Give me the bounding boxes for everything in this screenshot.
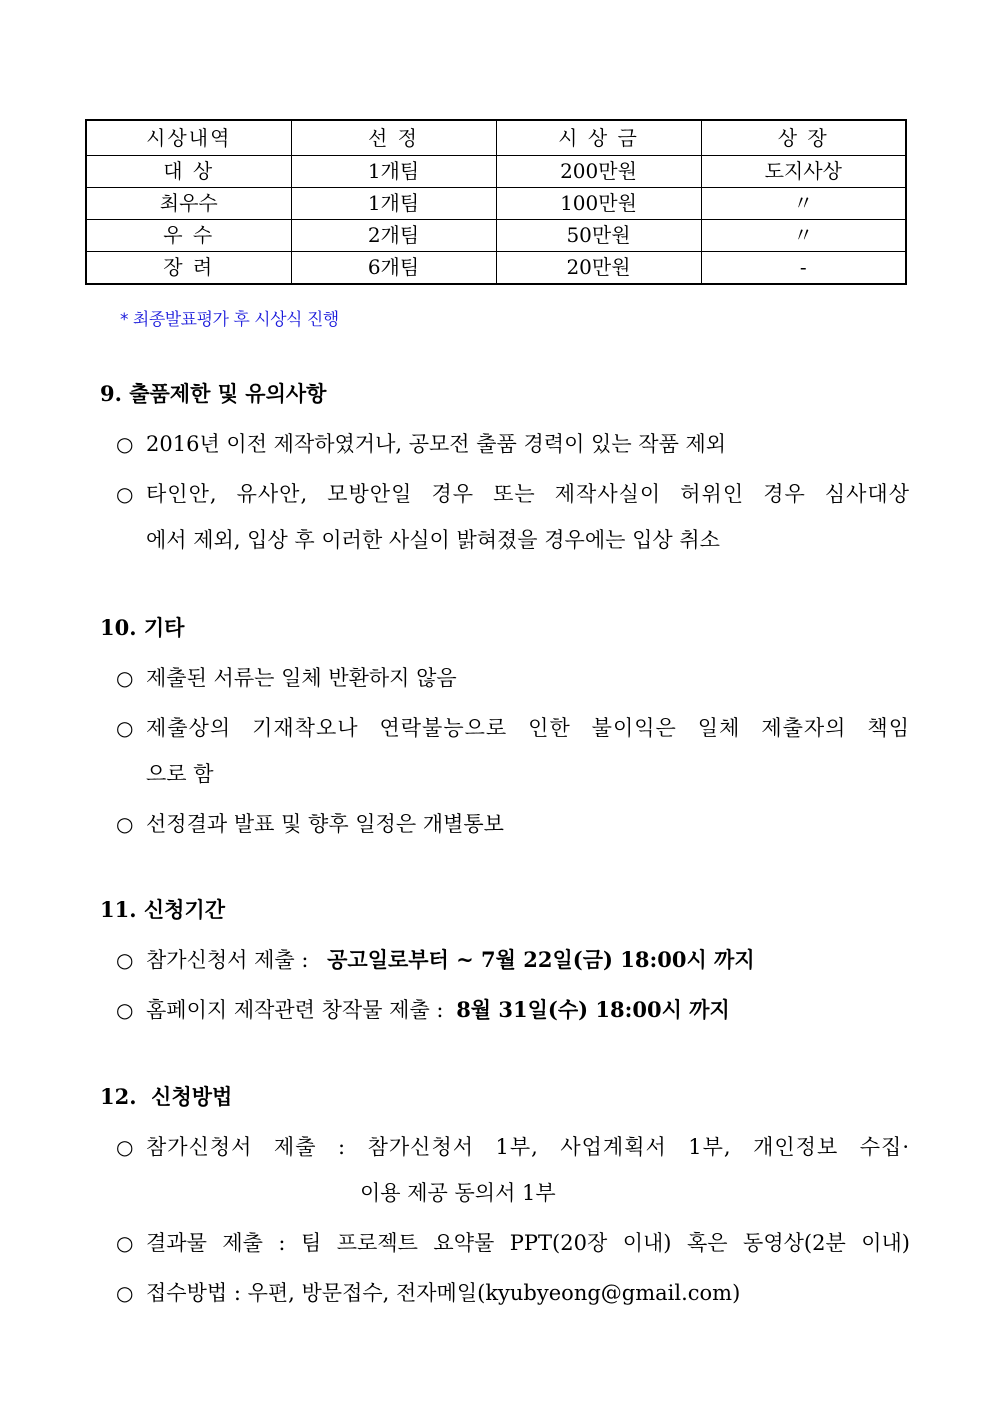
section-12 <box>100 1080 910 1316</box>
section-11 <box>100 893 910 1033</box>
header-award-category: 시상내역 <box>86 120 291 156</box>
table-cell: 1개팀 <box>291 188 496 220</box>
list-item <box>100 1270 910 1316</box>
list-item-text: 제출상의 기재착오나 연락불능으로 인한 불이익은 일체 제출자의 책임 <box>146 716 910 740</box>
list-item-value: 공고일로부터 ~ 7월 22일(금) 18:00시 까지 <box>327 947 755 972</box>
award-note: * 최종발표평가 후 시상식 진행 <box>120 310 339 330</box>
table-cell: 100만원 <box>496 188 701 220</box>
section-title: 10. 기타 <box>100 615 185 640</box>
table-row <box>86 156 906 188</box>
circle-bullet-icon: ○ <box>116 432 134 456</box>
circle-bullet-icon: ○ <box>116 1231 134 1255</box>
table-cell: - <box>701 252 906 285</box>
table-cell: 6개팀 <box>291 252 496 285</box>
list-item-text: 참가신청서 제출 : 참가신청서 1부, 사업계획서 1부, 개인정보 수집· <box>146 1135 910 1159</box>
list-item-text: 2016년 이전 제작하였거나, 공모전 출품 경력이 있는 작품 제외 <box>146 432 727 456</box>
table-cell: 〃 <box>701 188 906 220</box>
table-cell: 우 수 <box>86 220 291 252</box>
list-item-text-continued: 에서 제외, 입상 후 이러한 사실이 밝혀졌을 경우에는 입상 취소 <box>146 528 720 552</box>
circle-bullet-icon: ○ <box>116 948 134 972</box>
table-cell: 장 려 <box>86 252 291 285</box>
header-prize-money: 시 상 금 <box>496 120 701 156</box>
table-cell: 〃 <box>701 220 906 252</box>
table-cell: 2개팀 <box>291 220 496 252</box>
header-certificate: 상 장 <box>701 120 906 156</box>
section-title: 11. 신청기간 <box>100 897 225 922</box>
circle-bullet-icon: ○ <box>116 998 134 1022</box>
list-item <box>100 937 910 983</box>
table-row <box>86 252 906 285</box>
list-item <box>100 1124 910 1216</box>
section-title: 9. 출품제한 및 유의사항 <box>100 381 327 406</box>
table-header-row <box>86 120 906 156</box>
table-cell: 대 상 <box>86 156 291 188</box>
list-item <box>100 655 910 701</box>
circle-bullet-icon: ○ <box>116 1135 134 1159</box>
circle-bullet-icon: ○ <box>116 666 134 690</box>
award-table <box>85 119 907 285</box>
header-selection: 선 정 <box>291 120 496 156</box>
table-cell: 50만원 <box>496 220 701 252</box>
table-row <box>86 188 906 220</box>
list-item-text: 결과물 제출 : 팀 프로젝트 요약물 PPT(20장 이내) 혹은 동영상(2분 이내) <box>146 1231 910 1255</box>
list-item <box>100 471 910 563</box>
section-10 <box>100 611 910 847</box>
table-cell: 도지사상 <box>701 156 906 188</box>
list-item-text-continued: 으로 함 <box>146 762 214 786</box>
list-item-text: 타인안, 유사안, 모방안일 경우 또는 제작사실이 허위인 경우 심사대상 <box>146 482 910 506</box>
list-item-text: 제출된 서류는 일체 반환하지 않음 <box>146 666 457 690</box>
list-item-text-continued: 이용 제공 동의서 1부 <box>360 1181 556 1205</box>
section-9 <box>100 377 910 563</box>
circle-bullet-icon: ○ <box>116 482 134 506</box>
list-item <box>100 801 910 847</box>
circle-bullet-icon: ○ <box>116 716 134 740</box>
table-row <box>86 220 906 252</box>
list-item <box>100 421 910 467</box>
table-cell: 최우수 <box>86 188 291 220</box>
circle-bullet-icon: ○ <box>116 812 134 836</box>
section-title: 12. 신청방법 <box>100 1084 233 1109</box>
list-item-label: 참가신청서 제출 : <box>146 948 309 972</box>
list-item <box>100 987 910 1033</box>
table-cell: 1개팀 <box>291 156 496 188</box>
list-item-label: 홈페이지 제작관련 창작물 제출 : <box>146 998 444 1022</box>
list-item-text: 접수방법 : 우편, 방문접수, 전자메일(kyubyeong@gmail.com) <box>146 1281 741 1305</box>
table-cell: 200만원 <box>496 156 701 188</box>
list-item-value: 8월 31일(수) 18:00시 까지 <box>456 997 730 1022</box>
table-cell: 20만원 <box>496 252 701 285</box>
circle-bullet-icon: ○ <box>116 1281 134 1305</box>
list-item <box>100 705 910 797</box>
list-item <box>100 1220 910 1266</box>
list-item-text: 선정결과 발표 및 향후 일정은 개별통보 <box>146 812 504 836</box>
